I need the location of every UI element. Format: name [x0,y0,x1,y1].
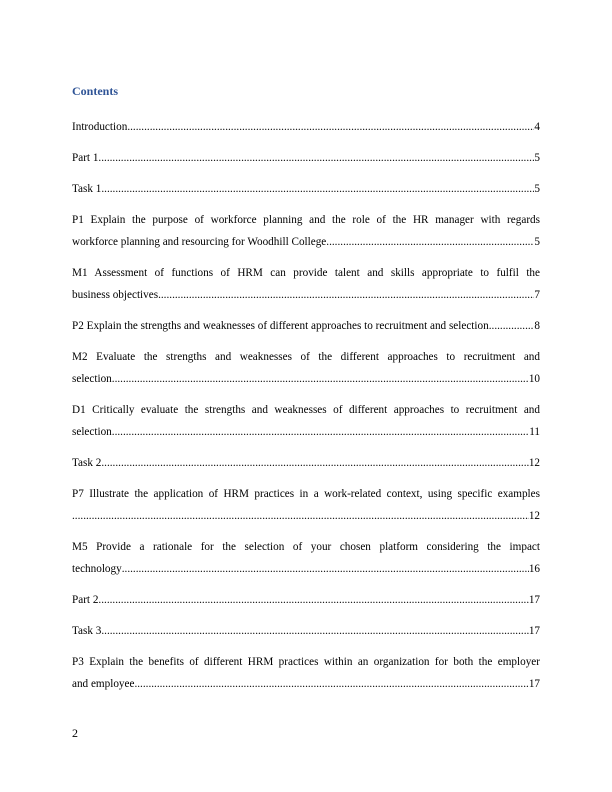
toc-entry-lead: P1 Explain the purpose of workforce planning and the role of the HR manager with regards [72,214,540,226]
toc-entry-d1[interactable] [72,399,540,443]
toc-entry-text: business objectives [72,289,159,301]
toc-entry-task-3[interactable] [72,620,540,642]
toc-entry-lead: P7 Illustrate the application of HRM practices in a work-related context, using specific examples [72,488,540,500]
toc-entry-page: 4 [534,121,540,133]
toc-leader-dots [122,558,529,580]
toc-leader-dots [101,620,528,642]
toc-entry-page: 11 [529,426,540,438]
toc-leader-dots [489,315,535,337]
toc-entry-page: 5 [534,236,540,248]
toc-entry-text: Part 1 [72,152,99,164]
toc-leader-dots [98,589,528,611]
toc-entry-lead: M5 Provide a rationale for the selection of your chosen platform considering the impact [72,541,540,553]
toc-entry-text: and employee [72,678,135,690]
toc-leader-dots [326,231,534,253]
toc-leader-dots [101,452,528,474]
toc-entry-page: 17 [528,625,540,637]
toc-leader-dots [101,178,534,200]
toc-entry-page: 17 [528,594,540,606]
toc-entry-p2[interactable] [72,315,540,337]
toc-entry-m5[interactable] [72,536,540,580]
toc-entry-m2[interactable] [72,346,540,390]
toc-entry-page: 12 [528,510,540,522]
toc-entry-part-1[interactable] [72,147,540,169]
toc-entry-text: P2 Explain the strengths and weaknesses of different approaches to recruitment and selection [72,320,489,332]
toc-entry-text: Task 2 [72,457,102,469]
toc-entry-lead: D1 Critically evaluate the strengths and weaknesses of different approaches to recruitment and [72,404,540,416]
toc-entry-page: 10 [528,373,540,385]
toc-leader-dots [98,147,534,169]
toc-leader-dots [134,673,528,695]
toc-entry-page: 16 [528,563,540,575]
toc-entry-page: 12 [528,457,540,469]
toc-entry-lead: P3 Explain the benefits of different HRM practices within an organization for both the employer [72,656,540,668]
toc-entry-task-1[interactable] [72,178,540,200]
toc-entry-text: workforce planning and resourcing for Woodhill College [72,236,327,248]
toc-heading: Contents [72,84,119,98]
toc-entry-task-2[interactable] [72,452,540,474]
toc-entry-p7[interactable] [72,483,540,527]
toc-entry-page: 5 [534,152,540,164]
toc-leader-dots [112,368,529,390]
toc-entry-text: Introduction [72,121,128,133]
toc-entry-text: Part 2 [72,594,99,606]
toc-entry-page: 5 [534,183,540,195]
toc-leader-dots [158,284,534,306]
page-number: 2 [72,726,78,740]
toc-entry-p1[interactable] [72,209,540,253]
toc-leader-dots [72,505,529,527]
toc-entry-lead: M2 Evaluate the strengths and weaknesses of the different approaches to recruitment and [72,351,540,363]
toc-entry-part-2[interactable] [72,589,540,611]
toc-entry-introduction[interactable] [72,116,540,138]
toc-entry-m1[interactable] [72,262,540,306]
toc-entry-text: selection [72,373,112,385]
toc-entry-text: Task 1 [72,183,102,195]
toc-leader-dots [127,116,534,138]
toc-entry-p3[interactable] [72,651,540,695]
toc-entry-lead: M1 Assessment of functions of HRM can provide talent and skills appropriate to fulfil the [72,267,540,279]
toc-entry-text: technology [72,563,122,575]
toc-entry-page: 7 [534,289,540,301]
toc-entry-page: 17 [528,678,540,690]
toc-entry-text: Task 3 [72,625,102,637]
toc-leader-dots [112,421,529,443]
toc-entry-page: 8 [534,320,540,332]
table-of-contents [72,116,540,704]
toc-entry-text: selection [72,426,112,438]
